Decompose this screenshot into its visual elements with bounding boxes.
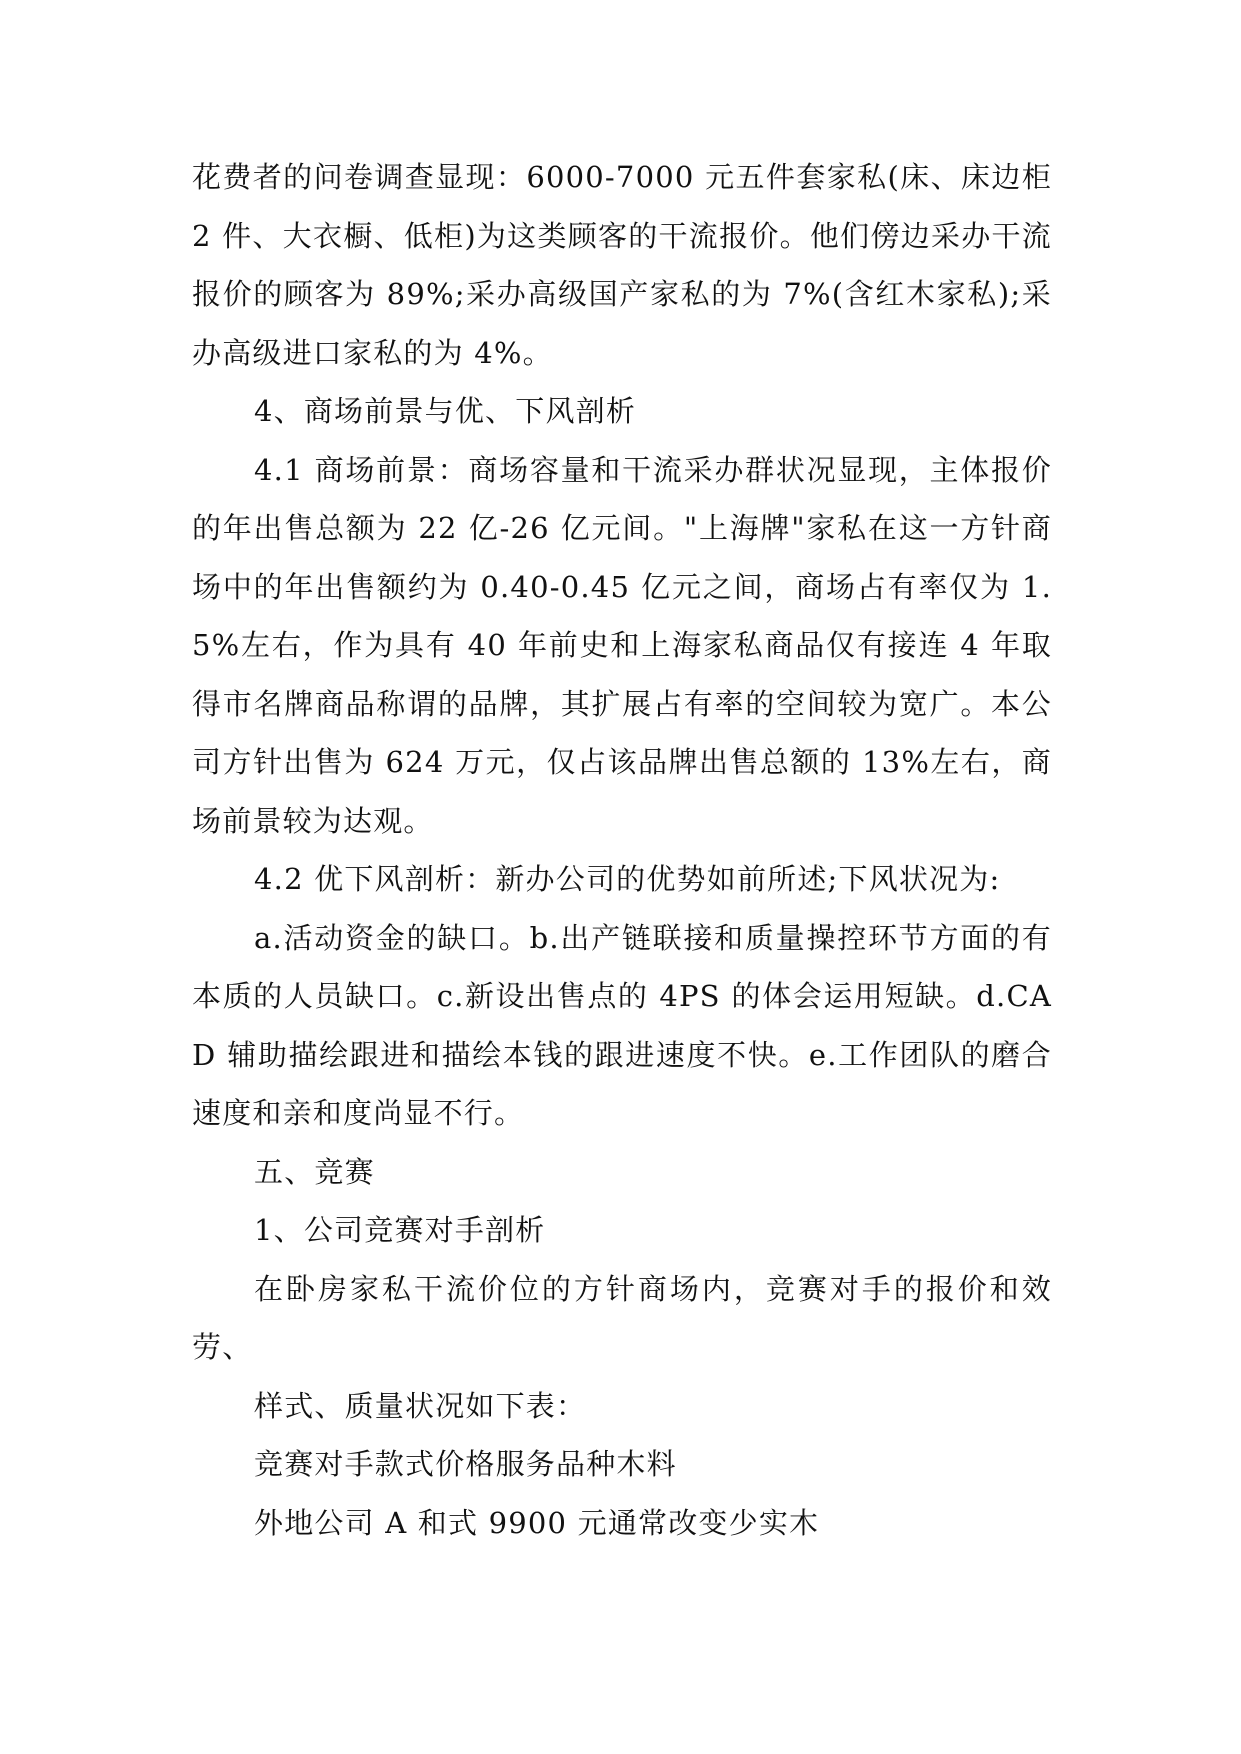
paragraph-table-row: 外地公司 A 和式 9900 元通常改变少实木 — [254, 1505, 820, 1540]
paragraph-market-outlook: 4.1 商场前景：商场容量和干流采办群状况显现，主体报价的年出售总额为 22 亿-26 亿元间。"上海牌"家私在这一方针商场中的年出售额约为 0.40-0.45 亿元之间，商场占有率仅为 1.5%左右，作为具有 40 年前史和上海家私商品仅有接连 4 年取得市名牌商品称谓的品牌，其扩展占有率的空间较为宽广。本公司方针出售为 624 万元，仅占该品牌出售总额的 13%左右，商场前景较为达观。 — [192, 452, 1052, 838]
paragraph-table-lead: 样式、质量状况如下表： — [254, 1388, 587, 1423]
heading-competition: 五、竞赛 — [254, 1154, 375, 1189]
paragraph-table-header: 竞赛对手款式价格服务品种木料 — [254, 1447, 677, 1481]
paragraph-weakness-list: a.活动资金的缺口。b.出产链联接和质量操控环节方面的有本质的人员缺口。c.新设出售点的 4PS 的体会运用短缺。d.CAD 辅助描绘跟进和描绘本钱的跟进速度不快。e.工作团队的磨合速度和亲和度尚显不行。 — [192, 920, 1052, 1130]
paragraph-competitor-intro: 在卧房家私干流价位的方针商场内，竞赛对手的报价和效劳、 — [192, 1271, 1052, 1364]
heading-competitor-analysis: 1、公司竞赛对手剖析 — [254, 1213, 546, 1247]
heading-market-outlook-analysis: 4、商场前景与优、下风剖析 — [254, 394, 637, 428]
paragraph-strengths-weaknesses: 4.2 优下风剖析：新办公司的优势如前所述;下风状况为: — [254, 862, 1001, 896]
paragraph-survey-result: 花费者的问卷调查显现：6000-7000 元五件套家私(床、床边柜 2 件、大衣橱、低柜)为这类顾客的干流报价。他们傍边采办干流报价的顾客为 89%;采办高级国产家私的为 7%(含红木家私);采办高级进口家私的为 4%。 — [192, 160, 1052, 370]
document-page — [192, 148, 1052, 1552]
